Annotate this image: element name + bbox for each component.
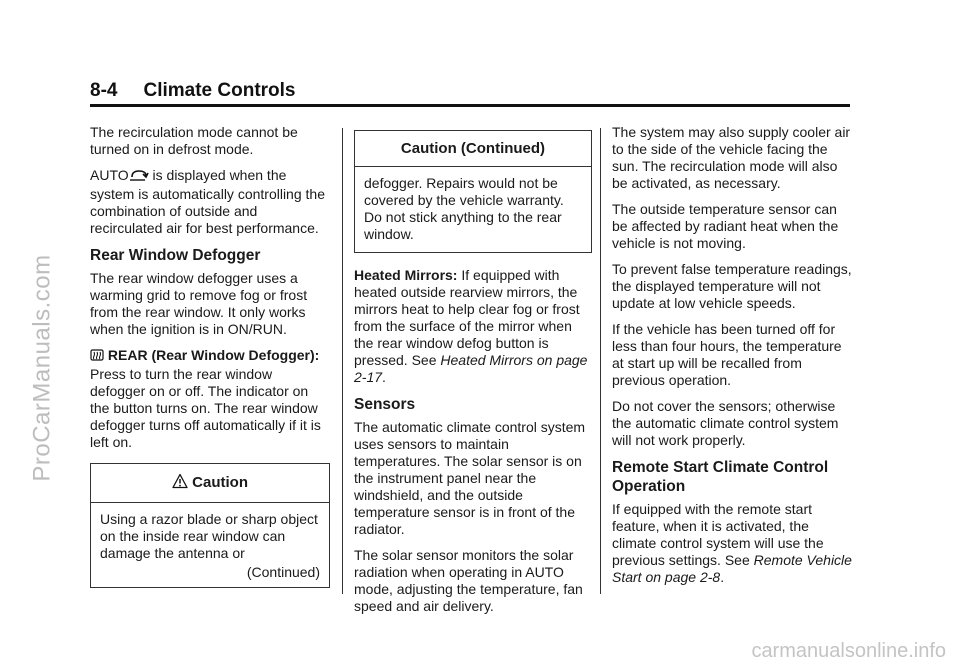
heated-mirrors-xref[interactable]: Heated Mirrors on page 2-17 (354, 352, 588, 385)
column-2 (354, 124, 592, 624)
remote-start-heading: Remote Start Climate Control Operation (612, 459, 829, 495)
sensors-paragraph-5: To prevent false temperature readings, the displayed temperature will not update at low vehicle speeds. (612, 261, 852, 311)
sensors-paragraph-3: The system may also supply cooler air to the side of the vehicle facing the sun. The recirculation mode will also be activated, as necessary. (612, 124, 851, 191)
caution-text: Using a razor blade or sharp object on the inside rear window can damage the antenna or (100, 511, 318, 561)
header-rule (90, 104, 850, 107)
column-1 (90, 124, 330, 588)
rear-defogger-paragraph: The rear window defogger uses a warming grid to remove fog or frost from the rear window. It only works when the ignition is in ON/RUN. (90, 270, 308, 337)
remote-start-period: . (720, 569, 725, 585)
caution-body (91, 503, 329, 587)
sensors-paragraph-7: Do not cover the sensors; otherwise the automatic climate control system will not work properly. (612, 398, 839, 448)
auto-paragraph (90, 167, 330, 237)
footer-watermark: carmanualsonline.info (751, 640, 946, 662)
caution-box (90, 463, 330, 588)
page-number: 8-4 (90, 80, 118, 101)
remote-start-text: If equipped with the remote start feature, when it is activated, the climate control system will use the previous settings. See (612, 501, 824, 568)
auto-description: is displayed when the system is automatically controlling the combination of outside and recirculated air for best performance. (90, 167, 325, 236)
caution-continued-body (355, 167, 591, 252)
page-header (90, 80, 296, 102)
heated-mirrors-text: If equipped with heated outside rearview mirrors, the mirrors heat to help clear fog or frost from the surface of the mirror when the rear window defog button is pressed. See (354, 267, 580, 368)
side-watermark-text: ProCarManuals.com (29, 254, 56, 482)
rear-defog-icon (90, 348, 104, 366)
continued-label: (Continued) (246, 564, 320, 580)
sensors-paragraph-6: If the vehicle has been turned off for less than four hours, the temperature at start up will be recalled from previous operation. (612, 321, 842, 388)
caution-continued-header: Caution (Continued) (355, 131, 591, 167)
rear-defogger-heading: Rear Window Defogger (90, 247, 261, 264)
rear-button-paragraph (90, 347, 330, 451)
caution-header (91, 464, 329, 503)
column-divider-1 (342, 128, 343, 594)
column-divider-2 (600, 128, 601, 594)
side-watermark (28, 118, 58, 618)
heated-mirrors-lead: Heated Mirrors: (354, 267, 458, 283)
caution-continued-box (354, 130, 592, 253)
sensors-paragraph-2: The solar sensor monitors the solar radiation when operating in AUTO mode, adjusting the temperature, fan speed and air delivery. (354, 547, 583, 614)
sensors-paragraph-4: The outside temperature sensor can be affected by radiant heat when the vehicle is not moving. (612, 201, 839, 251)
recirculation-icon (129, 168, 149, 186)
sensors-heading: Sensors (354, 396, 416, 413)
caution-icon (172, 473, 188, 493)
column-3 (612, 124, 854, 595)
sensors-paragraph-1: The automatic climate control system uses sensors to maintain temperatures. The solar sensor is on the instrument panel near the windshield, and the outside temperature sensor is in front of the radiator. (354, 419, 586, 537)
rear-button-lead: REAR (Rear Window Defogger): (107, 347, 320, 363)
rear-button-text: Press to turn the rear window defogger on or off. The indicator on the button turns on. The rear window defogger turns off automatically if it is left on. (90, 366, 321, 450)
heated-mirrors-period: . (382, 369, 386, 385)
section-title: Climate Controls (143, 80, 296, 101)
auto-word: AUTO (90, 167, 129, 183)
caution-continued-text: defogger. Repairs would not be covered by the vehicle warranty. Do not stick anything to the rear window. (364, 175, 564, 242)
caution-title: Caution (192, 474, 248, 491)
recirc-defrost-paragraph: The recirculation mode cannot be turned on in defrost mode. (90, 124, 298, 157)
heated-mirrors-paragraph (354, 267, 592, 386)
remote-start-paragraph (612, 501, 854, 586)
remote-start-xref[interactable]: Remote Vehicle Start on page 2-8 (612, 552, 852, 585)
